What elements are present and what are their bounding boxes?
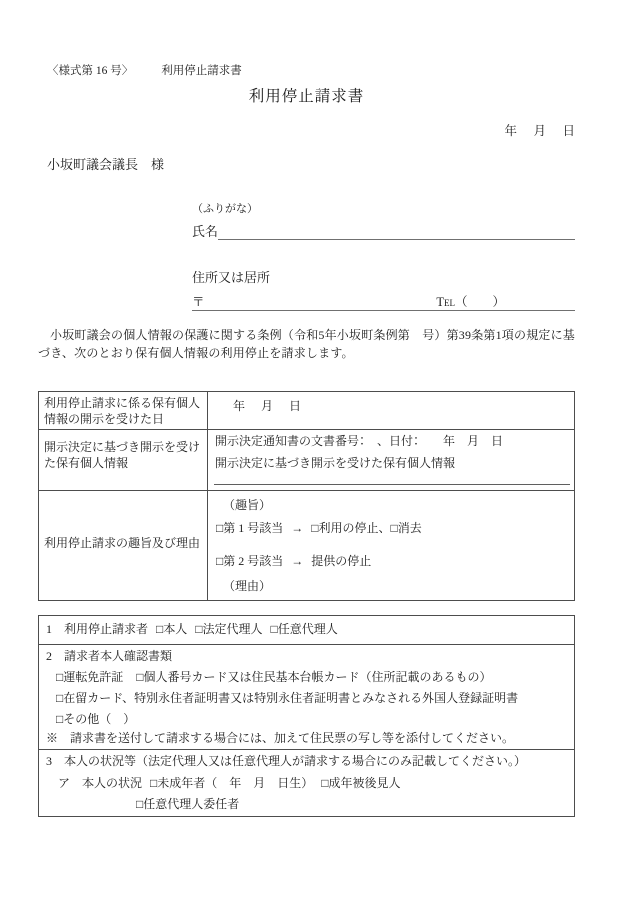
checkbox-item1[interactable]: □第 1 号該当 xyxy=(216,521,284,535)
request-statement: 小坂町議会の個人情報の保護に関する条例（令和5年小坂町条例第 号）第39条第1項の規定に基づき、次のとおり保有個人情報の利用停止を請求します。 xyxy=(38,328,576,360)
checkbox-adult-ward[interactable]: □成年被後見人 xyxy=(321,776,401,790)
applicant-block xyxy=(192,200,575,311)
checkbox-stop-use[interactable]: □利用の停止、 xyxy=(311,521,391,535)
request-detail-table xyxy=(38,391,575,601)
postal-tel-line[interactable] xyxy=(192,289,575,311)
principal-status-label: 3 本人の状況等（法定代理人又は任意代理人が請求する場合にのみ記載してください。） xyxy=(46,754,527,768)
tel-field[interactable] xyxy=(436,292,505,310)
disclosure-date-field[interactable]: 年 月 日 xyxy=(233,399,304,413)
furigana-label: （ふりがな） xyxy=(192,203,258,215)
reason-heading: （理由） xyxy=(223,579,272,593)
checkbox-voluntary-agent-principal[interactable]: □任意代理人委任者 xyxy=(136,797,240,811)
table-row-identity-documents xyxy=(39,644,574,749)
purport-item-2 xyxy=(216,554,574,569)
tel-label: Tel xyxy=(436,295,455,309)
checkbox-legal-agent[interactable]: □法定代理人 xyxy=(195,622,263,636)
table-row-purport-reason xyxy=(39,490,574,600)
name-line xyxy=(192,216,575,240)
table-row-disclosure-date xyxy=(39,392,574,429)
checkbox-erasure[interactable]: □消去 xyxy=(390,521,422,535)
table-row-principal-status xyxy=(39,749,574,816)
form-number: 〈様式第 16 号〉 xyxy=(47,65,134,77)
form-type-label: 利用停止請求書 xyxy=(161,65,242,77)
row-label: 利用停止請求の趣旨及び理由 xyxy=(39,491,208,600)
requester-label: 1 利用停止請求者 xyxy=(46,622,149,636)
arrow-icon: → xyxy=(291,554,304,568)
checkbox-minor[interactable]: □未成年者（ 年 月 日生） xyxy=(150,776,314,790)
checkbox-residence-card[interactable]: □在留カード、特別永住者証明書又は特別永住者証明書とみなされる外国人登録証明書 xyxy=(56,691,519,705)
disclosed-info-input-line[interactable] xyxy=(214,484,570,485)
form-number-line xyxy=(47,62,242,78)
checkbox-self[interactable]: □本人 xyxy=(156,622,188,636)
page-title: 利用停止請求書 xyxy=(248,88,365,105)
row-label: 利用停止請求に係る保有個人情報の開示を受けた日 xyxy=(39,392,208,429)
postal-mark: 〒 xyxy=(192,295,205,309)
checkbox-mynumber-card[interactable]: □個人番号カード又は住民基本台帳カード（住所記載のあるもの） xyxy=(136,670,492,684)
status-sub-label: ア 本人の状況 xyxy=(58,776,143,790)
identity-documents-label: 2 請求者本人確認書類 xyxy=(46,649,173,663)
date-field[interactable]: 年 月 日 xyxy=(504,124,577,138)
table-row-disclosed-info xyxy=(39,429,574,490)
row-label: 開示決定に基づき開示を受けた保有個人情報 xyxy=(39,430,208,490)
arrow-icon: → xyxy=(291,521,304,535)
mailing-note: ※ 請求書を送付して請求する場合には、加えて住民票の写し等を添付してください。 xyxy=(46,731,515,745)
address-label: 住所又は居所 xyxy=(192,270,271,285)
doc-number-field[interactable]: 開示決定通知書の文書番号： 、日付： 年 月 日 xyxy=(215,434,504,448)
addressee: 小坂町議会議長 様 xyxy=(47,157,165,172)
name-input-line[interactable] xyxy=(218,216,575,240)
table-row-requester xyxy=(39,616,574,644)
checkbox-other-document[interactable]: □その他（ ） xyxy=(56,712,136,726)
requester-info-table xyxy=(38,615,575,817)
principal-status-line xyxy=(46,776,574,791)
stop-provision-label: 提供の停止 xyxy=(311,554,372,568)
checkbox-voluntary-agent[interactable]: □任意代理人 xyxy=(270,622,338,636)
purport-reason-cell xyxy=(208,491,574,600)
purport-heading: （趣旨） xyxy=(223,498,272,512)
disclosed-info-cell xyxy=(208,430,574,490)
checkbox-item2[interactable]: □第 2 号該当 xyxy=(216,554,284,568)
purport-item-1 xyxy=(216,521,574,536)
checkbox-drivers-license[interactable]: □運転免許証 xyxy=(56,670,124,684)
tel-blank: （ ） xyxy=(454,295,505,309)
name-label: 氏名 xyxy=(192,224,219,239)
disclosed-info-label: 開示決定に基づき開示を受けた保有個人情報 xyxy=(215,456,456,470)
